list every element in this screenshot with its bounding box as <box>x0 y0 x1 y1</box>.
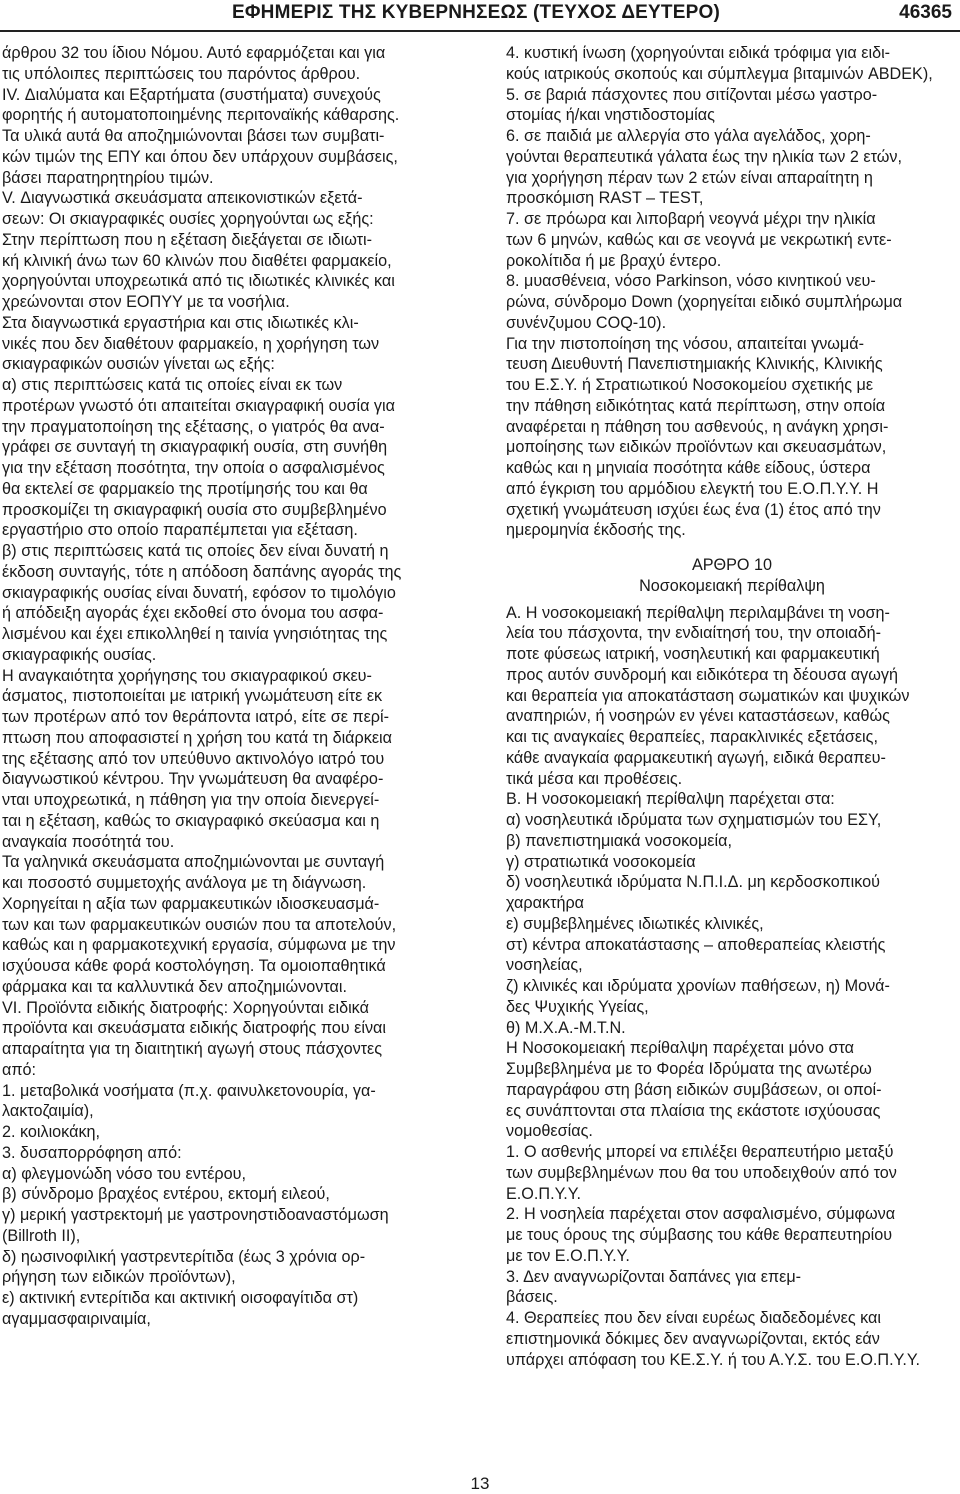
text-line: και θεραπεία για αποκατάσταση σωματικών και ψυχικών <box>506 686 910 705</box>
text-line: Για την πιστοποίηση της νόσου, απαιτείται γνωμά- <box>506 334 864 353</box>
text-line: Τα γαληνικά σκευάσματα αποζημιώνονται με συνταγή <box>2 853 385 872</box>
text-line: Συμβεβλημένα με το Φορέα Ιδρύματα της ανωτέρω <box>506 1060 872 1078</box>
text-line: V. Διαγνωστικά σκευάσματα απεικονιστικών εξετά- <box>2 189 363 208</box>
text-line: σκιαγραφικών ουσιών γίνεται ως εξής: <box>2 355 275 374</box>
text-line: φορητής ή αυτοματοποιημένης περιτοναϊκής κάθαρσης. <box>2 106 400 125</box>
text-line: χρεώνονται στον ΕΟΠΥΥ με τα νοσήλια. <box>2 293 290 311</box>
right-column-body <box>506 603 958 1371</box>
text-line: προς αυτόν συνδρομή και ειδικότερα τη δέουσα αγωγή <box>506 665 898 684</box>
text-line: νται υποχρεωτικά, η πάθηση για την οποία διενεργεί- <box>2 791 380 809</box>
text-line: σκιαγραφικής ουσίας είναι δυνατή, εφόσον το τιμολόγιο <box>2 583 396 602</box>
text-line: ε) ακτινική εντερίτιδα και ακτινική οισοφαγίτιδα στ) <box>2 1289 359 1307</box>
gazette-title: ΕΦΗΜΕΡΙΣ ΤΗΣ ΚΥΒΕΡΝΗΣΕΩΣ (ΤΕΥΧΟΣ ΔΕΥΤΕΡΟ) <box>232 2 720 23</box>
text-line: προτέρων γνωστό ότι απαιτείται σκιαγραφική ουσία για <box>2 396 395 415</box>
text-line: β) στις περιπτώσεις κατά τις οποίες δεν είναι δυνατή η <box>2 542 389 560</box>
left-text-column <box>2 43 454 1330</box>
text-line: του Ε.Σ.Υ. ή Στρατιωτικού Νοσοκομείου σχετικής με <box>506 376 874 394</box>
text-line: αναπηριών, ή νοσηρών εν γένει καταστάσεων, καθώς <box>506 707 890 726</box>
text-line: κών τιμών της ΕΠΥ και όπου δεν υπάρχουν συμβάσεις, <box>2 147 398 166</box>
text-line: α) φλεγμονώδη νόσο του εντέρου, <box>2 1164 246 1183</box>
text-line: στ) κέντρα αποκατάστασης – αποθεραπείας κλειστής <box>506 935 886 954</box>
text-line: δ) νοσηλευτικά ιδρύματα Ν.Π.Ι.Δ. μη κερδοσκοπικού <box>506 873 880 892</box>
text-line: 2. κοιλιοκάκη, <box>2 1123 101 1141</box>
text-line: δες Ψυχικής Υγείας, <box>506 997 649 1016</box>
text-line: 6. σε παιδιά με αλλεργία στο γάλα αγελάδος, χορη- <box>506 127 871 145</box>
article-title: ΑΡΘΡΟ 10 <box>691 556 773 574</box>
text-line: και ποσοστό συμμετοχής ανάλογα με τη διάγνωση. <box>2 874 367 892</box>
text-line: καθώς και η φαρμακοτεχνική εργασία, σύμφωνα με την <box>2 936 396 955</box>
text-line: της εξέτασης από τον υπεύθυνο ακτινολόγο ιατρό του <box>2 749 385 768</box>
text-line: λακτοζαιμία), <box>2 1102 94 1121</box>
text-line: κούς ιατρικούς σκοπούς και σύμπλεγμα βιταμινών ABDEK), <box>506 64 933 83</box>
text-line: ροκολίτιδα ή με βραχύ έντερο. <box>506 251 722 270</box>
text-line: βάσεις. <box>506 1288 558 1307</box>
text-line: θα εκτελεί σε φαρμακείο της προτίμησής του και θα <box>2 479 368 498</box>
text-line: υπάρχει απόφαση του ΚΕ.Σ.Υ. ή του Α.Υ.Σ. του Ε.Ο.Π.Υ.Υ. <box>506 1350 921 1369</box>
text-line: για την εξέταση ποσότητα, την οποία ο ασφαλισμένος <box>2 459 385 477</box>
text-line: γ) μερική γαστρεκτομή με γαστρονηστιδοαναστόμωση <box>2 1206 389 1224</box>
text-line: νομοθεσίας. <box>506 1122 593 1141</box>
text-line: Α. Η νοσοκομειακή περίθαλψη περιλαμβάνει τη νοση- <box>506 603 890 622</box>
text-line: των συμβεβλημένων που θα του υποδειχθούν από τον <box>506 1163 897 1182</box>
footer-page-number: 13 <box>470 1474 490 1493</box>
text-line: συνένζυμου COQ-10). <box>506 313 667 332</box>
text-line: Χορηγείται η αξία των φαρμακευτικών ιδιοσκευασμά- <box>2 894 380 913</box>
text-line: VI. Προϊόντα ειδικής διατροφής: Χορηγούνται ειδικά <box>2 998 369 1017</box>
text-line: φάρμακα και τα καλλυντικά δεν αποζημιώνονται. <box>2 977 347 996</box>
text-line: αναγκαία ποσότητά του. <box>2 832 175 851</box>
text-line: έκδοση συνταγής, τότε η απόδοση δαπάνης αγοράς της <box>2 562 402 581</box>
text-line: Η Νοσοκομειακή περίθαλψη παρέχεται μόνο στα <box>506 1039 855 1058</box>
text-line: 8. μυασθένεια, νόσο Parkinson, νόσο κινητικού νευ- <box>506 272 876 291</box>
text-line: 4. κυστική ίνωση (χορηγούνται ειδικά τρόφιμα για ειδι- <box>506 44 891 62</box>
text-line: ποτε φύσεως ιατρική, νοσηλευτική και φαρμακευτική <box>506 645 880 663</box>
text-line: 5. σε βαριά πάσχοντες που σιτίζονται μέσω γαστρο- <box>506 85 878 104</box>
text-line: με τον Ε.Ο.Π.Υ.Υ. <box>506 1246 630 1265</box>
text-line: IV. Διαλύματα και Εξαρτήματα (συστήματα) συνεχούς <box>2 85 381 104</box>
article-subtitle: Νοσοκομειακή περίθαλψη <box>639 576 825 595</box>
text-line: καθώς και η μηνιαία ποσότητα κάθε είδους, ύστερα <box>506 459 871 477</box>
text-line: των προτέρων από τον θεράποντα ιατρό, είτε σε περί- <box>2 708 389 726</box>
text-line: νοσηλείας, <box>506 956 583 975</box>
text-line: 1. μεταβολικά νοσήματα (π.χ. φαινυλκετονουρία, γα- <box>2 1081 376 1100</box>
gazette-page-number: 46365 <box>899 2 952 23</box>
text-line: ρήγηση των ειδικών προϊόντων), <box>2 1268 236 1287</box>
text-line: γούνται θεραπευτικά γάλατα έως την ηλικία των 2 ετών, <box>506 147 902 166</box>
text-line: από έγκριση του αρμόδιου ελεγκτή του Ε.Ο.Π.Υ.Υ. Η <box>506 479 879 498</box>
text-line: πτωση που αποφασιστεί η χρήση του κατά τη διάρκεια <box>2 728 393 747</box>
text-line: ή απόδειξη αγοράς έχει εκδοθεί στο όνομα του ασφα- <box>2 604 384 623</box>
text-line: για χορήγηση πέραν των 2 ετών είναι απαραίτητη η <box>506 168 873 187</box>
text-line: ες συνάπτονται στα πλαίσια της εκάστοτε ισχύουσας <box>506 1101 881 1120</box>
text-line: και τις αναγκαίες θεραπείες, παρακλινικές εξετάσεις, <box>506 728 878 746</box>
text-line: λεία του πάσχοντα, την ενδιαίτησή του, την οποιαδή- <box>506 624 882 643</box>
right-column-intro <box>506 43 958 541</box>
text-line: τικά μέσα και προθέσεις. <box>506 769 683 788</box>
text-line: σχετική γνωμάτευση ισχύει έως ένα (1) έτος από την <box>506 500 881 519</box>
text-line: Τα υλικά αυτά θα αποζημιώνονται βάσει των συμβατι- <box>2 127 385 145</box>
text-line: Ε.Ο.Π.Υ.Υ. <box>506 1184 582 1203</box>
spacer <box>506 541 958 555</box>
text-line: β) σύνδρομο βραχέος εντέρου, εκτομή ειλεού, <box>2 1185 330 1204</box>
text-line: β) πανεπιστημιακά νοσοκομεία, <box>506 831 732 850</box>
text-line: εργαστήριο στο οποίο παραπέμπεται για εξέταση. <box>2 521 358 540</box>
text-line: τις υπόλοιπες περιπτώσεις του παρόντος άρθρου. <box>2 64 361 83</box>
text-line: 4. Θεραπείες που δεν είναι ευρέως διαδεδομένες και <box>506 1309 881 1327</box>
text-line: αγαμμασφαιριναιμία, <box>2 1309 151 1328</box>
text-line: προϊόντα και σκευάσματα ειδικής διατροφής που είναι <box>2 1019 386 1038</box>
text-line: μοποίησης των ειδικών προϊόντων και σκευασμάτων, <box>506 438 887 457</box>
text-line: χαρακτήρα <box>506 894 585 912</box>
text-line: ρώνα, σύνδρομο Down (χορηγείται ειδικό συμπλήρωμα <box>506 293 903 311</box>
text-line: κάθε αναγκαία φαρμακευτική αγωγή, ειδικά θεραπευ- <box>506 748 886 767</box>
text-line: 1. Ο ασθενής μπορεί να επιλέξει θεραπευτήριο μεταξύ <box>506 1143 894 1161</box>
text-line: άσματος, πιστοποιείται με ιατρική γνωμάτευση είτε εκ <box>2 687 383 706</box>
text-line: γράφει σε συνταγή τη σκιαγραφική ουσία, στη συνήθη <box>2 438 388 457</box>
text-line: στομίας ή/και νηστιδοστομίας <box>506 106 715 125</box>
text-line: σκιαγραφικής ουσίας. <box>2 645 157 664</box>
text-line: σεων: Οι σκιαγραφικές ουσίες χορηγούνται ως εξής: <box>2 210 374 228</box>
text-line: αναφέρεται η πάθηση του ασθενούς, η ανάγκη χρησι- <box>506 417 889 436</box>
text-line: των και των φαρμακευτικών ουσιών που τα αποτελούν, <box>2 915 397 934</box>
text-line: την πραγματοποίηση της εξέτασης, ο γιατρός θα ανα- <box>2 417 385 436</box>
text-line: τευση Διευθυντή Πανεπιστημιακής Κλινικής, Κλινικής <box>506 355 883 374</box>
text-line: ζ) κλινικές και ιδρύματα χρονίων παθήσεων, η) Μονά- <box>506 977 890 995</box>
text-line: Στα διαγνωστικά εργαστήρια και στις ιδιωτικές κλι- <box>2 313 359 332</box>
text-line: με τους όρους της σύμβασης του κάθε θεραπευτηρίου <box>506 1226 893 1244</box>
text-line: λισμένου και έχει επικολληθεί η ταινία γνησιότητας της <box>2 625 388 643</box>
text-line: α) νοσηλευτικά ιδρύματα των σχηματισμών του ΕΣΥ, <box>506 811 882 829</box>
text-line: 3. δυσαπορρόφηση από: <box>2 1143 182 1162</box>
text-line: την πάθηση ειδικότητας κατά περίπτωση, στην οποία <box>506 396 886 415</box>
text-line: ημερομηνία έκδοσής της. <box>506 521 686 540</box>
text-line: των 6 μηνών, καθώς και σε νεογνά με νεκρωτική εντε- <box>506 230 892 249</box>
text-line: προσκομίζει τη σκιαγραφική ουσία στο συμβεβλημένο <box>2 500 387 519</box>
text-line: απαραίτητα για τη διαιτητική αγωγή στους πάσχοντες <box>2 1040 383 1058</box>
text-line: γ) στρατιωτικά νοσοκομεία <box>506 852 696 871</box>
page-header <box>0 0 960 30</box>
header-divider <box>0 30 960 32</box>
text-line: Η αναγκαιότητα χορήγησης του σκιαγραφικού σκευ- <box>2 666 372 685</box>
text-line: α) στις περιπτώσεις κατά τις οποίες είναι εκ των <box>2 376 343 394</box>
text-line: από: <box>2 1060 37 1079</box>
text-line: θ) Μ.Χ.Α.-Μ.Τ.Ν. <box>506 1018 626 1037</box>
text-line: βάσει παρατηρητηρίου τιμών. <box>2 168 214 187</box>
text-line: κή κλινική άνω των 60 κλινών που διαθέτει φαρμακείο, <box>2 251 392 270</box>
text-line: δ) ηωσινοφιλική γαστρεντερίτιδα (έως 3 χρόνια ορ- <box>2 1247 366 1266</box>
text-line: (Billroth II), <box>2 1226 81 1245</box>
right-text-column <box>506 43 958 1370</box>
text-line: Στην περίπτωση που η εξέταση διεξάγεται σε ιδιωτι- <box>2 230 372 249</box>
text-line: ε) συμβεβλημένες ιδιωτικές κλινικές, <box>506 914 764 933</box>
text-line: άρθρου 32 του ίδιου Νόμου. Αυτό εφαρμόζεται και για <box>2 44 386 62</box>
text-line: επιστημονικά δόκιμες δεν αναγνωρίζονται, εκτός εάν <box>506 1329 880 1348</box>
text-line: 7. σε πρόωρα και λιποβαρή νεογνά μέχρι την ηλικία <box>506 210 876 228</box>
text-line: χορηγούνται υποχρεωτικά από τις ιδιωτικές κλινικές και <box>2 272 395 291</box>
text-line: παραγράφου στη βάση ειδικών συμβάσεων, οι οποί- <box>506 1080 882 1099</box>
text-line: Β. Η νοσοκομειακή περίθαλψη παρέχεται στα: <box>506 790 835 809</box>
text-line: ται η εξέταση, καθώς το σκιαγραφικό σκεύασμα και η <box>2 811 380 830</box>
text-line: προσκόμιση RAST – TEST, <box>506 189 704 208</box>
text-line: νικές που δεν διαθέτουν φαρμακείο, η χορήγηση των <box>2 334 380 353</box>
text-line: διαγνωστικού κέντρου. Την γνωμάτευση θα αναφέρο- <box>2 770 384 789</box>
text-line: 2. Η νοσηλεία παρέχεται στον ασφαλισμένο, σύμφωνα <box>506 1205 896 1224</box>
text-line: ισχύουσα κάθε φορά κοστολόγηση. Τα ομοιοπαθητικά <box>2 957 386 975</box>
text-line: 3. Δεν αναγνωρίζονται δαπάνες για επεμ- <box>506 1267 802 1286</box>
